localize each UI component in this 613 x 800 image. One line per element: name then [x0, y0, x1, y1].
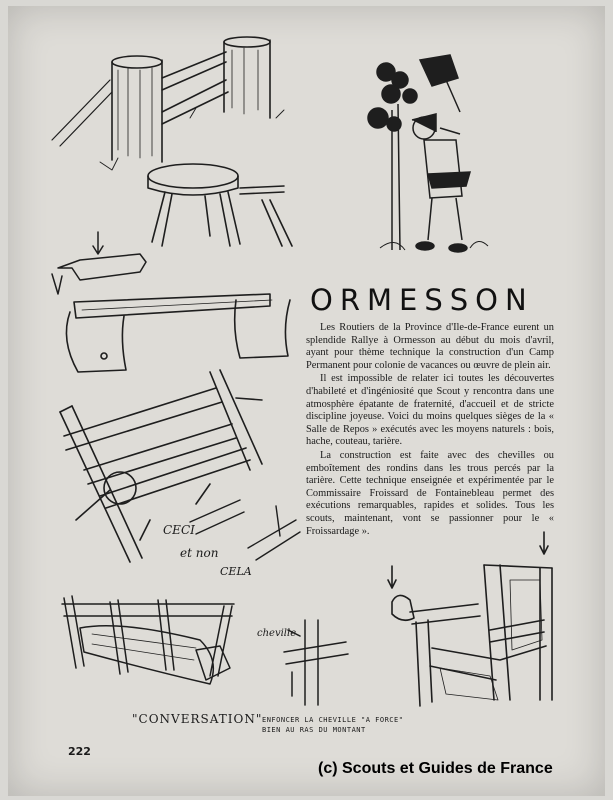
caption-cela: CELA — [220, 565, 252, 578]
article-paragraph: Les Routiers de la Province d'Ile-de-France eurent un splendide Rallye à Ormesson au début du mois d'avril, ayant pour thème technique la construction d'un Camp Permanent pour colonie de vacances ou œuvre de plein air. — [306, 322, 554, 371]
article-paragraph: La construction est faite avec des chevilles ou emboîtement des rondins dans les trous percés par la tarière. Cette technique enseignée et expérimentée par le Commissaire Froissard de Fontainebleau permet des exécutions remarquables, rapides et solides. Tous les scouts, maintenant, vont se passionner pour le « Froissardage ». — [306, 449, 554, 537]
bench-drawing — [66, 294, 290, 372]
page-number: 222 — [68, 745, 91, 758]
caption-et-non: et non — [180, 546, 219, 560]
froissard-bench-drawing — [60, 370, 262, 562]
caption-cheville: cheville — [257, 628, 297, 639]
article-body — [306, 322, 554, 539]
armchair-drawing — [388, 532, 552, 706]
article-paragraph: Il est impossible de relater ici toutes les découvertes d'habileté et d'ingéniosité que Scout y rencontra dans une atmosphère épatante de fraternité, d'accueil et de stricte discipline joyeuse. Voici du moins quelques sièges de la « Salle de Repos » exécutés avec les moyens naturels : bois, hache, couteau, tarière. — [306, 373, 554, 448]
caption-conversation: "CONVERSATION" — [132, 712, 263, 726]
caption-ceci: CECI — [163, 523, 195, 537]
caption-instruction-1: ENFONCER LA CHEVILLE "A FORCE" — [262, 716, 404, 724]
stool-drawing — [148, 164, 292, 246]
peg-log-drawing — [52, 232, 146, 294]
copyright-watermark: (c) Scouts et Guides de France — [318, 760, 553, 777]
article-title: ORMESSON — [310, 283, 534, 317]
log-fence-drawing — [52, 37, 284, 170]
boy-with-axe-drawing — [368, 55, 488, 252]
caption-instruction-2: BIEN AU RAS DU MONTANT — [262, 726, 366, 734]
conversation-seat-drawing — [62, 596, 234, 684]
